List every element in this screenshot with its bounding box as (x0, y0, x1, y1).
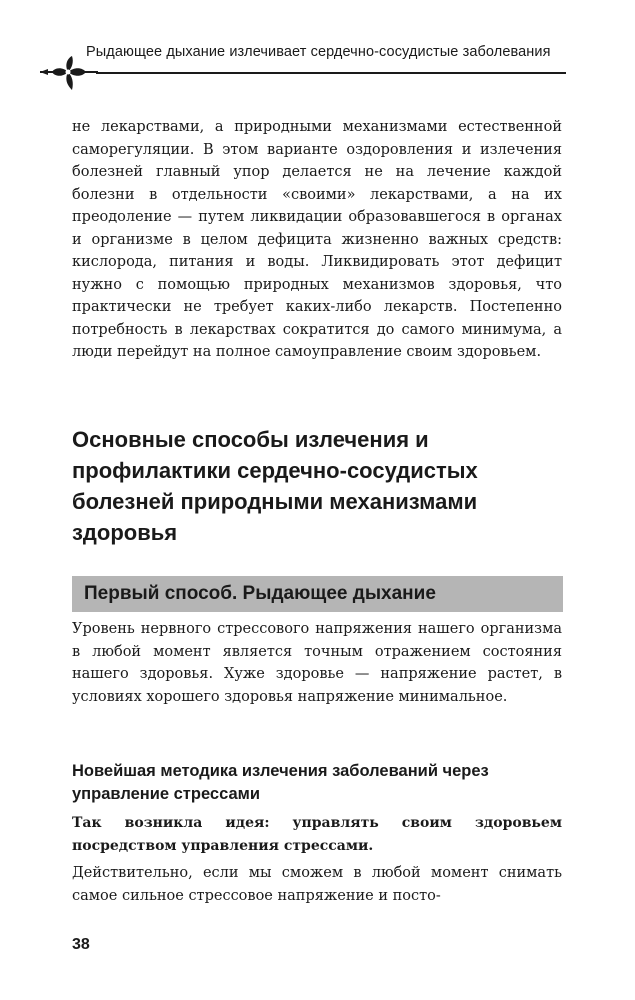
body-paragraph-3: Действительно, если мы сможем в любой момент снимать самое сильное стрессовое напряжение и посто- (72, 865, 562, 904)
band-title: Первый способ. Рыдающее дыхание (84, 583, 436, 604)
section-title: Основные способы излечения и профилактики сердечно-сосудистых болезней природными механизмами здоровья (72, 427, 478, 545)
lead-paragraph: Так возникла идея: управлять своим здоровьем посредством управления стрессами. (72, 815, 562, 854)
fleuron-ornament-icon (38, 56, 102, 92)
page-number: 38 (72, 936, 90, 953)
header-rule (96, 72, 566, 74)
subsection-title: Новейшая методика излечения заболеваний через управление стрессами (72, 762, 489, 803)
body-paragraph-1: не лекарствами, а природными механизмами естественной саморегуляции. В этом варианте оздоровления и излечения болезней главный упор делается не на лечение каждой болезни в отдельности «своими» лекарствами, а на их преодоление — путем ликвидации образовавшегося в органах и организме в целом дефицита жизненно важных средств: кислорода, питания и воды. Ликвидировать этот дефицит нужно с помощью природных механизмов здоровья, что практически не требует каких-либо лекарств. Постепенно потребность в лекарствах сократится до самого минимума, а люди перейдут на полное самоуправление своим здоровьем. (72, 119, 562, 360)
subsection-band (72, 576, 563, 612)
body-paragraph-2: Уровень нервного стрессового напряжения нашего организма в любой момент является точным отражением состояния нашего здоровья. Хуже здоровье — напряжение растет, в условиях хорошего здоровья напряжение минимальное. (72, 621, 562, 705)
running-head-title: Рыдающее дыхание излечивает сердечно-сосудистые заболевания (86, 44, 551, 60)
